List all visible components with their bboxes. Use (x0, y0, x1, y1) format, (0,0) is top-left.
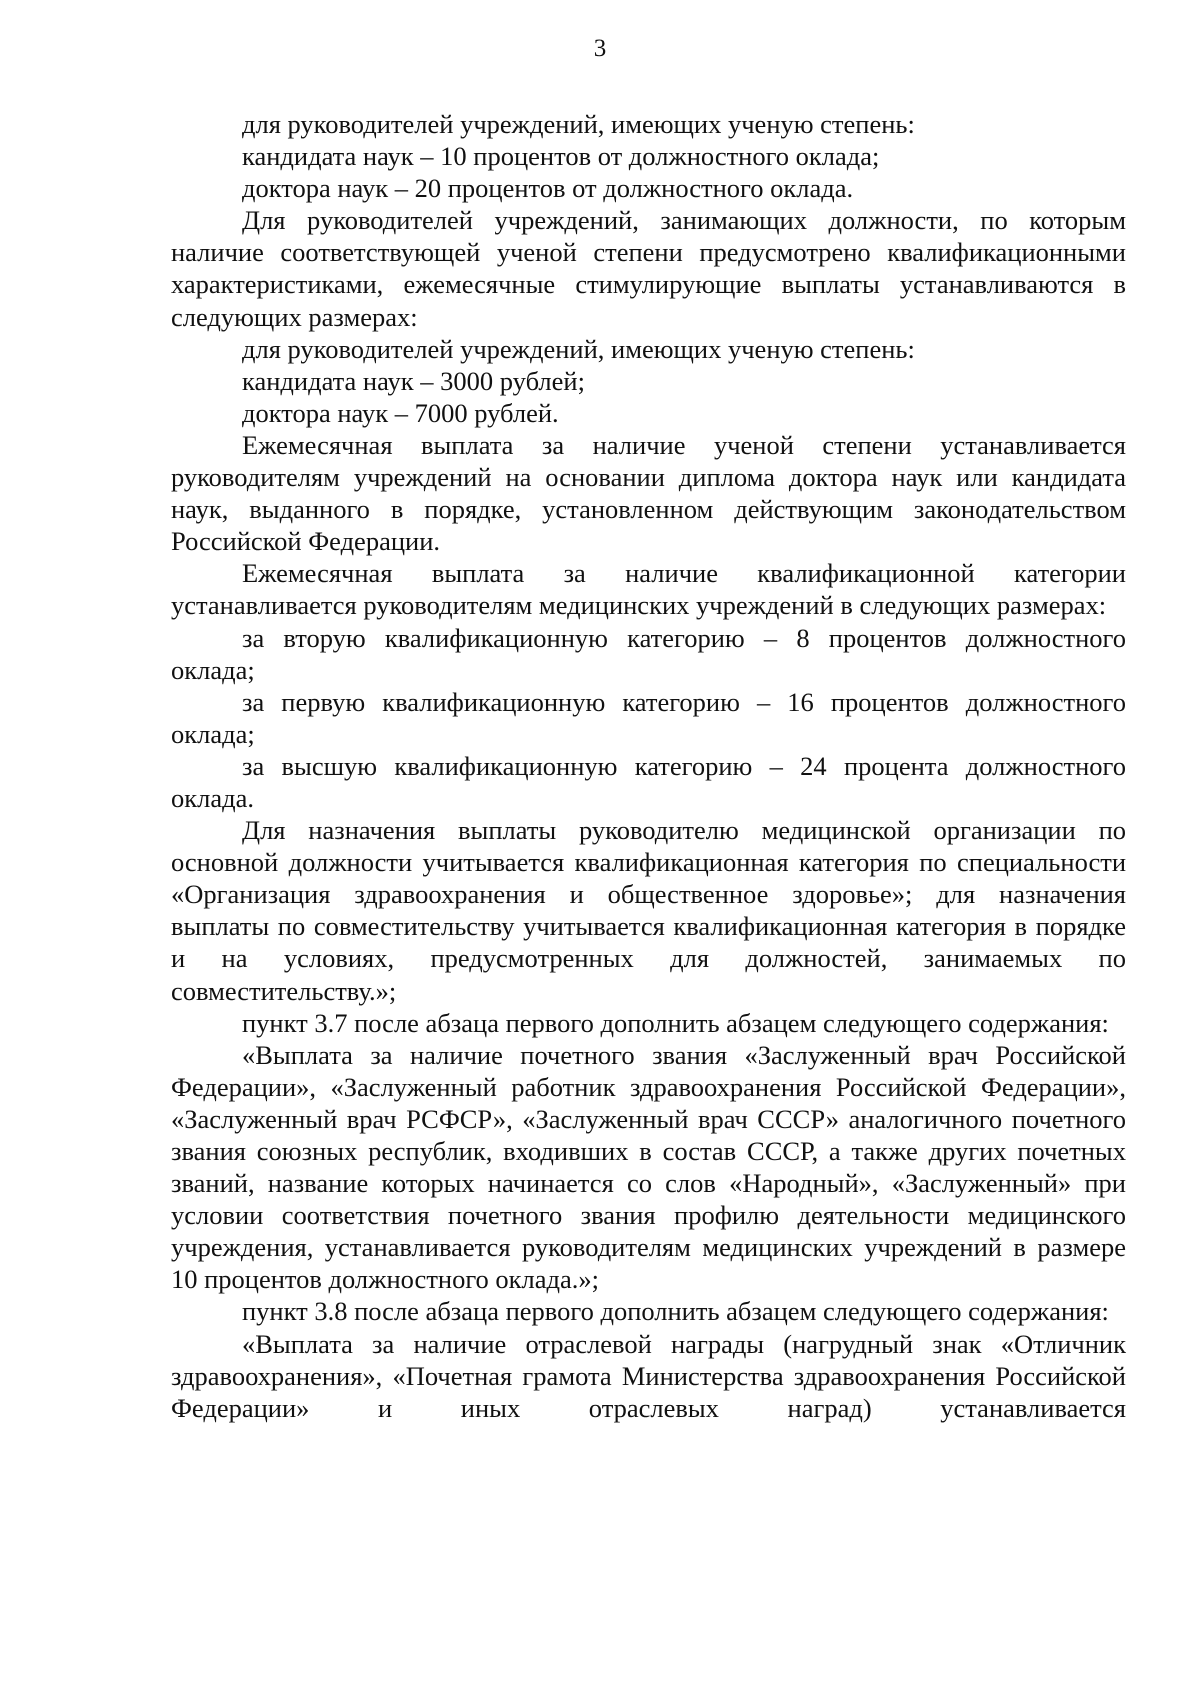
paragraph: Ежемесячная выплата за наличие квалификационной категории устанавливается руководителям медицинских учреждений в следующих размерах: (171, 558, 1126, 621)
page-number: 3 (593, 35, 607, 62)
paragraph: за высшую квалификационную категорию – 24 процента должностного оклада. (171, 750, 1126, 813)
paragraph: Для руководителей учреждений, занимающих должности, по которым наличие соответствующей ученой степени предусмотрено квалификационными характеристиками, ежемесячные стимулирующие выплаты устанавливаются в следующих размерах: (171, 205, 1126, 332)
paragraph: «Выплата за наличие почетного звания «Заслуженный врач Российской Федерации», «Заслуженный работник здравоохранения Российской Федерации», «Заслуженный врач РСФСР», «Заслуженный врач СССР» аналогичного почетного звания союзных республик, входивших в состав СССР, а также других почетных званий, название которых начинается со слов «Народный», «Заслуженный» при условии соответствия почетного звания профилю деятельности медицинского учреждения, устанавливается руководителям медицинских учреждений в размере 10 процентов должностного оклада.»; (171, 1039, 1126, 1295)
paragraph: кандидата наук – 3000 рублей; (242, 365, 585, 396)
paragraph: доктора наук – 7000 рублей. (242, 397, 559, 428)
paragraph: Ежемесячная выплата за наличие ученой степени устанавливается руководителям учреждений на основании диплома доктора наук или кандидата наук, выданного в порядке, установленном действующим законодательством Российской Федерации. (171, 429, 1126, 557)
paragraph: для руководителей учреждений, имеющих ученую степень: (242, 109, 915, 139)
paragraph: доктора наук – 20 процентов от должностного оклада. (242, 173, 854, 204)
paragraph: «Выплата за наличие отраслевой награды (нагрудный знак «Отличник здравоохранения», «Почетная грамота Министерства здравоохранения Российской Федерации» и иных отраслевых наград) устанавливается (171, 1328, 1126, 1423)
paragraph: кандидата наук – 10 процентов от должностного оклада; (242, 141, 880, 172)
paragraph: для руководителей учреждений, имеющих ученую степень: (242, 333, 915, 364)
paragraph: Для назначения выплаты руководителю медицинской организации по основной должности учитывается квалификационная категория по специальности «Организация здравоохранения и общественное здоровье»; для назначения выплаты по совместительству учитывается квалификационная категория в порядке и на условиях, предусмотренных для должностей, занимаемых по совместительству.»; (171, 815, 1126, 1006)
paragraph: за вторую квалификационную категорию – 8 процентов должностного оклада; (171, 622, 1126, 685)
paragraph: пункт 3.8 после абзаца первого дополнить абзацем следующего содержания: (242, 1296, 1109, 1327)
paragraph: пункт 3.7 после абзаца первого дополнить абзацем следующего содержания: (242, 1007, 1109, 1038)
paragraph: за первую квалификационную категорию – 16 процентов должностного оклада; (171, 686, 1126, 749)
document-body (171, 108, 1126, 1424)
